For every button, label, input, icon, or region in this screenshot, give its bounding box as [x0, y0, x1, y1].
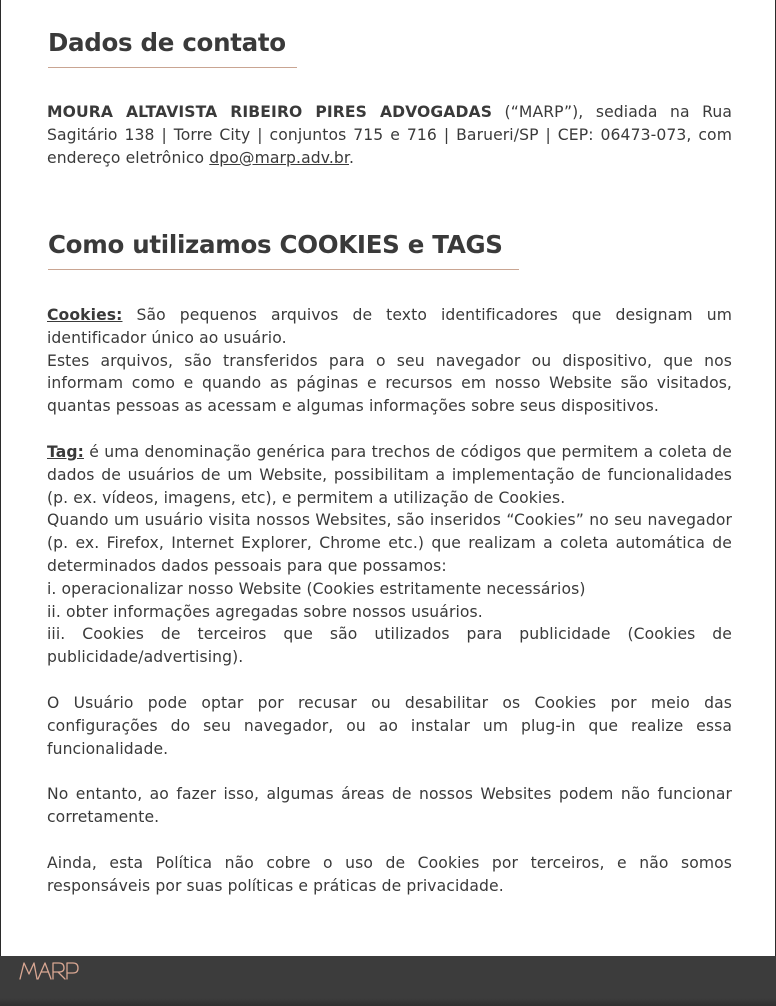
tag-paragraph: [47, 441, 732, 669]
however-line-1: No entanto, ao fazer isso, algumas áreas de nossos Websites podem não funcionar: [47, 785, 732, 803]
tag-list-item-3: iii. Cookies de terceiros que são utilizados para publicidade (Cookies de: [47, 625, 732, 644]
cookies-paragraph: [47, 304, 732, 418]
tag-line-2: dados de usuários de um Website, possibilitam a implementação de funcionalidades: [47, 465, 732, 484]
contact-line-3-prefix: endereço eletrônico: [47, 148, 210, 167]
cookies-line-4: informam como e quando as páginas e recursos em nosso Website são visitados,: [47, 374, 732, 393]
tag-line-4: Quando um usuário visita nossos Websites, são inseridos “Cookies” no seu navegador: [47, 511, 732, 530]
company-name: MOURA ALTAVISTA RIBEIRO PIRES ADVOGADAS: [47, 103, 493, 121]
cookies-line-1-text: São pequenos arquivos de texto identificadores que designam um: [122, 306, 732, 324]
however-line-2: corretamente.: [47, 807, 160, 826]
opt-out-paragraph: [47, 692, 732, 760]
tag-line-1: [47, 441, 732, 464]
contact-heading: Dados de contato: [48, 28, 286, 57]
tag-line-5: (p. ex. Firefox, Internet Explorer, Chrome etc.) que realizam a coleta automática de: [47, 534, 732, 553]
footer-shadow: [0, 998, 776, 1006]
contact-paragraph: [47, 101, 732, 169]
cookies-heading-underline: [48, 269, 519, 270]
opt-line-1: O Usuário pode optar por recusar ou desabilitar os Cookies por meio das: [47, 694, 732, 712]
tag-line-1-text: é uma denominação genérica para trechos de códigos que permitem a coleta de: [83, 443, 732, 461]
contact-line-1: [47, 101, 732, 124]
email-link[interactable]: dpo@marp.adv.br: [209, 148, 349, 167]
contact-line-2: Sagitário 138 | Torre City | conjuntos 715 e 716 | Barueri/SP | CEP: 06473-073, com: [47, 125, 732, 144]
contact-line-3-suffix: .: [348, 148, 355, 167]
cookies-term: Cookies:: [47, 306, 123, 324]
opt-line-2: configurações do seu navegador, ou ao instalar um plug-in que realize essa: [47, 716, 732, 735]
tag-line-6: determinados dados pessoais para que possamos:: [47, 556, 447, 575]
cookies-line-3: Estes arquivos, são transferidos para o seu navegador ou dispositivo, que nos: [47, 351, 732, 370]
tag-list-item-2: ii. obter informações agregadas sobre nossos usuários.: [47, 602, 483, 621]
policy-line-1: Ainda, esta Política não cobre o uso de Cookies por terceiros, e não somos: [47, 854, 732, 872]
policy-paragraph: [47, 852, 732, 898]
contact-line-1-rest: (“MARP”), sediada na Rua: [504, 103, 733, 121]
tag-list-item-3-cont: publicidade/advertising).: [47, 648, 244, 667]
cookies-heading: Como utilizamos COOKIES e TAGS: [48, 230, 503, 259]
however-paragraph: [47, 783, 732, 829]
contact-heading-underline: [48, 67, 297, 68]
marp-logo: [18, 958, 80, 982]
page-footer: [0, 956, 776, 1006]
tag-term: Tag:: [47, 443, 84, 461]
tag-list-item-1: i. operacionalizar nosso Website (Cookies estritamente necessários): [47, 579, 586, 598]
cookies-line-2: identificador único ao usuário.: [47, 328, 287, 347]
cookies-line-1: [47, 304, 732, 327]
logo-letter-r: [53, 963, 65, 979]
opt-line-3: funcionalidade.: [47, 739, 169, 758]
logo-letter-m: [20, 963, 37, 979]
policy-line-2: responsáveis por suas políticas e práticas de privacidade.: [47, 876, 504, 895]
contact-line-3: [47, 147, 732, 170]
logo-letter-a: [38, 963, 51, 979]
tag-line-3: (p. ex. vídeos, imagens, etc), e permitem a utilização de Cookies.: [47, 488, 566, 507]
cookies-line-5: quantas pessoas as acessam e algumas informações sobre seus dispositivos.: [47, 397, 659, 416]
logo-letter-p: [67, 963, 78, 979]
